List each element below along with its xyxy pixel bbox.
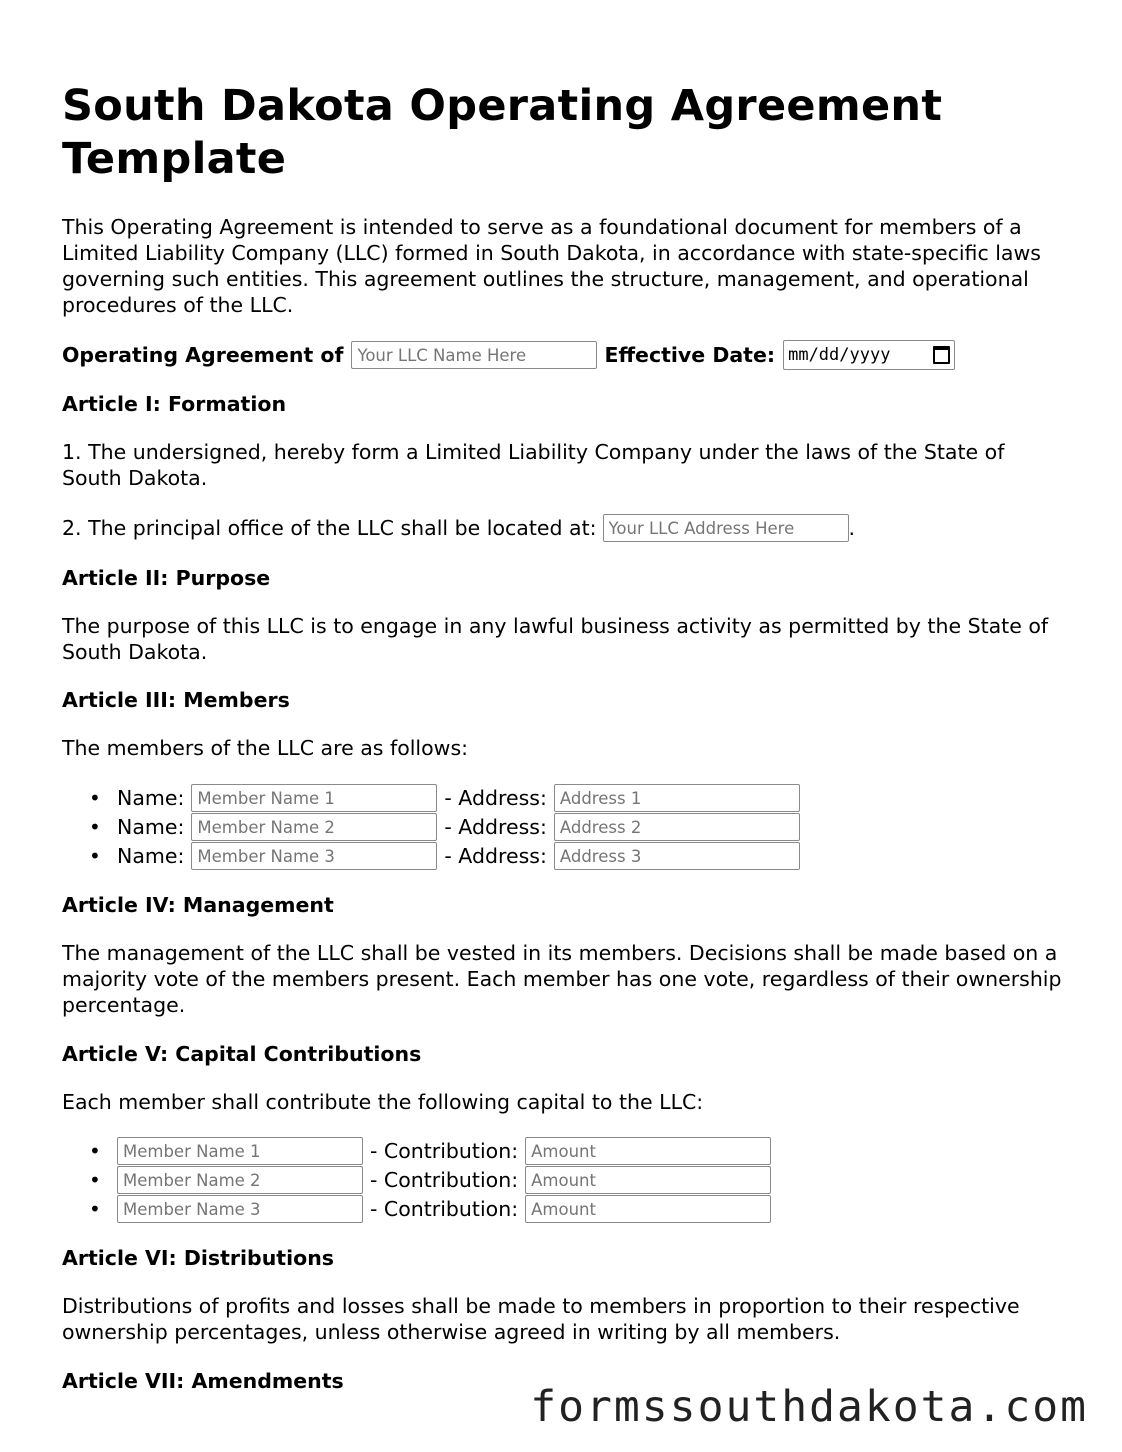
page-title: South Dakota Operating Agreement Template xyxy=(62,81,943,184)
list-item xyxy=(113,1166,775,1194)
article4-heading: Article IV: Management xyxy=(62,893,334,917)
article2-heading: Article II: Purpose xyxy=(62,566,271,590)
bullet: • xyxy=(89,1139,101,1163)
bullet: • xyxy=(89,1197,101,1221)
member-name-input[interactable] xyxy=(191,813,437,841)
article7-heading: Article VII: Amendments xyxy=(62,1369,344,1393)
bullet: • xyxy=(89,1168,101,1192)
name-label: Name: xyxy=(117,844,185,868)
llc-address-input[interactable] xyxy=(603,514,849,542)
bullet: • xyxy=(89,844,101,868)
contribution-amount-input[interactable] xyxy=(525,1195,771,1223)
article3-heading: Article III: Members xyxy=(62,688,290,712)
list-item xyxy=(117,842,804,870)
article5-heading: Article V: Capital Contributions xyxy=(62,1042,422,1066)
article5-intro: Each member shall contribute the following capital to the LLC: xyxy=(62,1090,704,1114)
watermark: formssouthdakota.com xyxy=(530,1382,1088,1432)
member-address-input[interactable] xyxy=(554,842,800,870)
contribution-label: - Contribution: xyxy=(370,1139,519,1163)
contribution-label: - Contribution: xyxy=(370,1197,519,1221)
date-placeholder: mm/dd/yyyy xyxy=(788,345,891,365)
agreement-header-row xyxy=(62,340,955,370)
principal-office-row xyxy=(62,514,855,542)
list-item xyxy=(117,784,804,812)
contribution-amount-input[interactable] xyxy=(525,1166,771,1194)
name-label: Name: xyxy=(117,815,185,839)
member-address-input[interactable] xyxy=(554,813,800,841)
effective-date-input[interactable] xyxy=(783,340,955,370)
calendar-icon[interactable] xyxy=(933,346,950,364)
member-name-input[interactable] xyxy=(191,784,437,812)
address-label: - Address: xyxy=(444,844,547,868)
period: . xyxy=(848,516,856,540)
bullet: • xyxy=(89,786,101,810)
list-item xyxy=(117,813,804,841)
contribution-member-input[interactable] xyxy=(117,1166,363,1194)
member-name-input[interactable] xyxy=(191,842,437,870)
contribution-member-input[interactable] xyxy=(117,1137,363,1165)
contribution-label: - Contribution: xyxy=(370,1168,519,1192)
contribution-amount-input[interactable] xyxy=(525,1137,771,1165)
bullet: • xyxy=(89,815,101,839)
principal-office-label: 2. The principal office of the LLC shall be located at: xyxy=(62,516,597,540)
agreement-of-label: Operating Agreement of xyxy=(62,343,344,367)
address-label: - Address: xyxy=(444,815,547,839)
name-label: Name: xyxy=(117,786,185,810)
article1-heading: Article I: Formation xyxy=(62,392,287,416)
article6-text: Distributions of profits and losses shall be made to members in proportion to their respective ownership percentages, unless otherwise agreed in writing by all members. xyxy=(62,1294,1020,1344)
address-label: - Address: xyxy=(444,786,547,810)
member-address-input[interactable] xyxy=(554,784,800,812)
llc-name-input[interactable] xyxy=(351,341,597,369)
article2-text: The purpose of this LLC is to engage in any lawful business activity as permitted by the State of South Dakota. xyxy=(62,614,1049,664)
article6-heading: Article VI: Distributions xyxy=(62,1246,335,1270)
effective-date-label: Effective Date: xyxy=(604,343,776,367)
article3-intro: The members of the LLC are as follows: xyxy=(62,736,469,760)
contribution-member-input[interactable] xyxy=(117,1195,363,1223)
intro-paragraph: This Operating Agreement is intended to serve as a foundational document for members of a Limited Liability Company (LLC) formed in South Dakota, in accordance with state-specific laws governing such entities. This agreement outlines the structure, management, and operational procedures of the LLC. xyxy=(62,215,1041,317)
list-item xyxy=(113,1195,775,1223)
article4-text: The management of the LLC shall be vested in its members. Decisions shall be made based on a majority vote of the members present. Each member has one vote, regardless of their ownership percentage. xyxy=(62,941,1062,1017)
article1-paragraph1: 1. The undersigned, hereby form a Limited Liability Company under the laws of the State of South Dakota. xyxy=(62,440,1005,490)
list-item xyxy=(113,1137,775,1165)
